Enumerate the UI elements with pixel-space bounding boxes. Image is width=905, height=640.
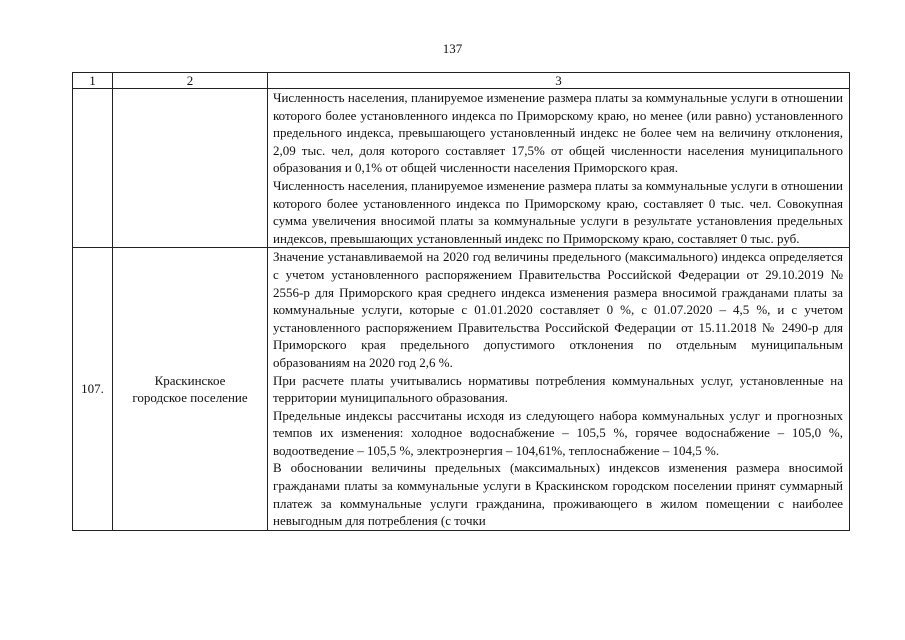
settlement-name-line1: Краскинское: [154, 373, 226, 389]
description-cell: [268, 248, 850, 531]
paragraph-population-2: Численность населения, планируемое изменение размера платы за коммунальные услуги в отношении которого более установленного индекса по Приморскому краю, составляет 0 тыс. чел. Совокупная сумма увеличения вносимой платы за коммунальные услуги в результате установления предельных индексов, превышающих установленный индекс по Приморскому краю, составляет 0 тыс. руб.: [273, 177, 843, 246]
table-row-107: [73, 248, 850, 531]
page-number: 137: [442, 41, 463, 56]
column-header-1: 1: [73, 73, 113, 89]
settlement-name-line2: городское поселение: [132, 390, 248, 406]
indices-table: [72, 72, 850, 531]
settlement-cell: [113, 248, 268, 531]
row-number-cell: 107.: [73, 248, 113, 531]
paragraph-justification: В обосновании величины предельных (максимальных) индексов изменения размера вносимой гражданами платы за коммунальные услуги в Краскинском городском поселении принят суммарный платеж за коммунальные услуги гражданина, проживающего в жилом помещении с наиболее невыгодным для потребления (с точки: [273, 460, 843, 529]
paragraph-services: Предельные индексы рассчитаны исходя из следующего набора коммунальных услуг и прогнозных темпов их изменения: холодное водоснабжение – 105,5 %, горячее водоснабжение – 105,0 %, водоотведение – 105,5 %, электроэнергия – 104,61%, теплоснабжение – 104,5 %.: [273, 407, 843, 458]
table-header-row: [73, 73, 850, 89]
table-row-continuation: [73, 89, 850, 248]
column-header-2: 2: [113, 73, 268, 89]
column-header-3: 3: [268, 73, 850, 89]
row-number-cell: [73, 89, 113, 248]
paragraph-index-value: Значение устанавливаемой на 2020 год величины предельного (максимального) индекса определяется с учетом установленного распоряжением Правительства Российской Федерации от 29.10.2019 № 2556-р для Приморского края среднего индекса изменения размера вносимой гражданами платы за коммунальные услуги, которые с 01.01.2020 составляет 0 %, с 01.07.2020 – 4,5 %, и с учетом установленного распоряжением Правительства Российской Федерации от 15.11.2018 № 2490-р для Приморского края предельного допустимого отклонения по отдельным муниципальным образованиям на 2020 год 2,6 %.: [273, 249, 843, 370]
paragraph-norms: При расчете платы учитывались нормативы потребления коммунальных услуг, установленные на территории муниципального образования.: [273, 372, 843, 406]
description-cell: [268, 89, 850, 248]
settlement-cell: [113, 89, 268, 248]
paragraph-population-1: Численность населения, планируемое изменение размера платы за коммунальные услуги в отношении которого более установленного индекса по Приморскому краю, но менее (или равно) установленного предельного индекса, превышающего установленный индекс не более чем на величину отклонения, 2,09 тыс. чел, доля которого составляет 17,5% от общей численности населения муниципального образования и 0,1% от общей численности населения Приморского края.: [273, 90, 843, 176]
